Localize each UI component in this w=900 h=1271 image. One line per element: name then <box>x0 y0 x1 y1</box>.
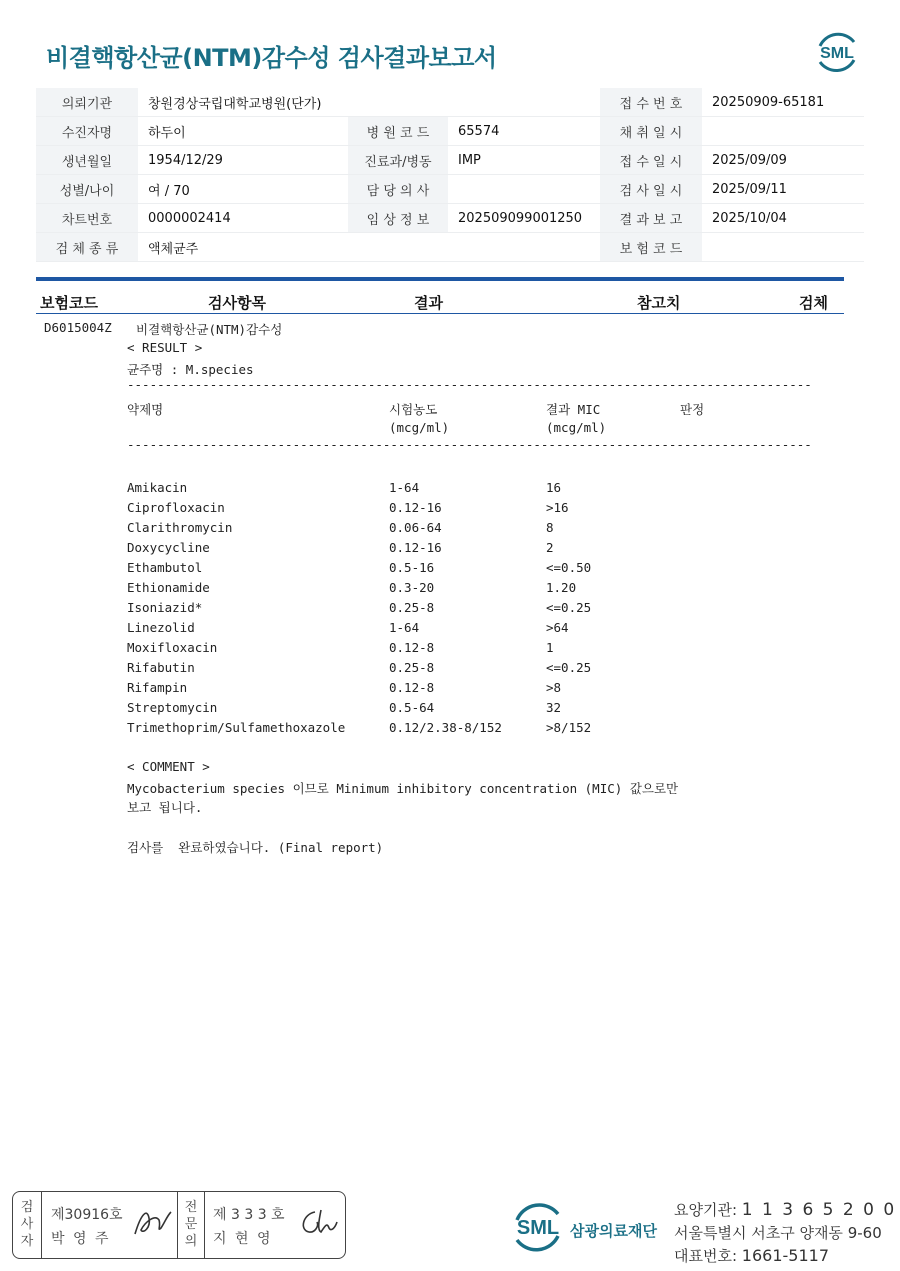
drug-name: Rifabutin <box>127 660 195 675</box>
label-collect-date: 채 취 일 시 <box>600 117 702 146</box>
sml-logo-icon <box>812 28 862 76</box>
divider-line: ------------------------------------------------------------------------------------------- <box>127 437 812 452</box>
signer2-label-char: 문 <box>184 1217 198 1232</box>
drug-name: Moxifloxacin <box>127 640 218 655</box>
drug-conc: 1-64 <box>389 620 420 635</box>
header-specimen: 검체 <box>799 294 828 312</box>
signature-box <box>12 1191 346 1259</box>
drug-mic: >8 <box>546 680 562 695</box>
signature2-icon <box>295 1204 339 1240</box>
divider-line: ------------------------------------------------------------------------------------------- <box>127 377 812 392</box>
signer2-label-cell <box>177 1192 205 1258</box>
value-test-date: 2025/09/11 <box>702 175 864 204</box>
drug-row <box>127 480 727 500</box>
signer1-name: 박 영 주 <box>51 1231 111 1247</box>
drug-row <box>127 700 727 720</box>
test-name: 비결핵항산균(NTM)감수성 <box>136 322 283 337</box>
drug-conc: 0.25-8 <box>389 660 435 675</box>
drug-conc: 0.12-8 <box>389 680 435 695</box>
drug-conc: 0.12/2.38-8/152 <box>389 720 502 735</box>
col-mic: 결과 MIC <box>546 402 601 417</box>
footer-phone-line <box>674 1245 829 1266</box>
drug-row <box>127 620 727 640</box>
label-hospital: 의뢰기관 <box>36 88 138 117</box>
drug-name: Amikacin <box>127 480 188 495</box>
col-judge: 판정 <box>680 402 705 417</box>
patient-info-table <box>36 88 864 262</box>
footer-org: 삼광의료재단 <box>570 1222 657 1240</box>
drug-conc: 0.25-8 <box>389 600 435 615</box>
label-test-date: 검 사 일 시 <box>600 175 702 204</box>
drug-mic: <=0.50 <box>546 560 592 575</box>
drug-row <box>127 600 727 620</box>
label-specimen: 검 체 종 류 <box>36 233 138 262</box>
test-code: D6015004Z <box>44 320 112 335</box>
drug-mic: 16 <box>546 480 562 495</box>
footer-address: 서울특별시 서초구 양재동 9-60 <box>674 1224 882 1242</box>
col-drug: 약제명 <box>127 402 164 417</box>
drug-row <box>127 640 727 660</box>
label-sex-age: 성별/나이 <box>36 175 138 204</box>
footer-code-line <box>674 1199 896 1220</box>
drug-name: Streptomycin <box>127 700 218 715</box>
drug-row <box>127 580 727 600</box>
value-report-date: 2025/10/04 <box>702 204 864 233</box>
organism: 균주명 : M.species <box>127 362 254 377</box>
comment-tag: < COMMENT > <box>127 759 210 774</box>
drug-row <box>127 520 727 540</box>
value-chart: 0000002414 <box>138 204 348 233</box>
drug-row <box>127 560 727 580</box>
drug-mic: 32 <box>546 700 562 715</box>
signer2-label-char: 전 <box>184 1200 198 1215</box>
value-dept: IMP <box>448 146 600 175</box>
signer1-label-cell <box>13 1192 42 1258</box>
drug-row <box>127 680 727 700</box>
drug-name: Isoniazid* <box>127 600 203 615</box>
footer-phone: 1661-5117 <box>741 1246 830 1265</box>
drug-row <box>127 660 727 680</box>
drug-name: Rifampin <box>127 680 188 695</box>
value-hospital: 창원경상국립대학교병원(단가) <box>138 88 600 117</box>
drug-row <box>127 500 727 520</box>
value-receipt-no: 20250909-65181 <box>702 88 864 117</box>
drug-row <box>127 720 727 740</box>
drug-mic: >16 <box>546 500 569 515</box>
label-ward-code: 병 원 코 드 <box>348 117 448 146</box>
drug-name: Trimethoprim/Sulfamethoxazole <box>127 720 346 735</box>
col-conc: 시험농도 <box>389 402 438 417</box>
report-title: 비결핵항산균(NTM)감수성 검사결과보고서 <box>46 44 497 72</box>
label-doctor: 담 당 의 사 <box>348 175 448 204</box>
footer-phone-label: 대표번호: <box>674 1247 738 1265</box>
value-specimen: 액체균주 <box>138 233 600 262</box>
drug-row <box>127 540 727 560</box>
drug-mic: 1.20 <box>546 580 577 595</box>
label-chart: 차트번호 <box>36 204 138 233</box>
label-dept: 진료과/병동 <box>348 146 448 175</box>
value-insurance <box>702 233 864 262</box>
drug-conc: 0.06-64 <box>389 520 442 535</box>
logo-text: SML <box>820 45 854 62</box>
header-rule <box>36 277 844 281</box>
header-code: 보험코드 <box>40 294 98 312</box>
signer1-label-char: 검 <box>20 1200 34 1215</box>
drug-mic: 1 <box>546 640 554 655</box>
drug-mic: 2 <box>546 540 554 555</box>
footer-code-label: 요양기관: <box>674 1201 738 1219</box>
drug-mic: <=0.25 <box>546 600 592 615</box>
value-birth: 1954/12/29 <box>138 146 348 175</box>
drug-conc: 0.5-16 <box>389 560 435 575</box>
signer2-label-char: 의 <box>184 1234 198 1249</box>
value-clinical: 202509099001250 <box>448 204 600 233</box>
drug-name: Ethambutol <box>127 560 203 575</box>
drug-name: Ciprofloxacin <box>127 500 225 515</box>
value-doctor <box>448 175 600 204</box>
drug-name: Clarithromycin <box>127 520 233 535</box>
value-patient: 하두이 <box>138 117 348 146</box>
drug-mic: >64 <box>546 620 569 635</box>
comment-line: 보고 됩니다. <box>127 800 203 815</box>
signer1-label-char: 자 <box>20 1234 34 1249</box>
label-report-date: 결 과 보 고 <box>600 204 702 233</box>
sml-footer-logo-icon <box>508 1198 568 1256</box>
footer-code: 1 1 3 6 5 2 0 0 <box>741 1200 897 1220</box>
drug-name: Doxycycline <box>127 540 210 555</box>
drug-mic: <=0.25 <box>546 660 592 675</box>
label-patient: 수진자명 <box>36 117 138 146</box>
drug-name: Ethionamide <box>127 580 210 595</box>
signer2-license-no: 제 3 3 3 호 <box>213 1207 285 1223</box>
value-sex-age: 여 / 70 <box>138 175 348 204</box>
drug-conc: 0.3-20 <box>389 580 435 595</box>
header-ref: 참고치 <box>637 294 681 312</box>
col-mic-unit: (mcg/ml) <box>546 420 607 435</box>
signer1-label-char: 사 <box>20 1217 34 1232</box>
drug-conc: 0.5-64 <box>389 700 435 715</box>
header-underline <box>36 313 844 314</box>
label-receipt-date: 접 수 일 시 <box>600 146 702 175</box>
signer2-name: 지 현 영 <box>213 1231 273 1247</box>
drug-conc: 1-64 <box>389 480 420 495</box>
signer1-license-no: 제30916호 <box>51 1207 123 1223</box>
result-tag: < RESULT > <box>127 340 203 355</box>
value-receipt-date: 2025/09/09 <box>702 146 864 175</box>
col-conc-unit: (mcg/ml) <box>389 420 450 435</box>
header-result: 결과 <box>414 294 443 312</box>
drug-conc: 0.12-16 <box>389 540 442 555</box>
value-collect-date <box>702 117 864 146</box>
header-item: 검사항목 <box>208 294 266 312</box>
value-ward-code: 65574 <box>448 117 600 146</box>
comment-line: Mycobacterium species 이므로 Minimum inhibitory concentration (MIC) 값으로만 <box>127 781 679 796</box>
label-receipt-no: 접 수 번 호 <box>600 88 702 117</box>
drug-mic: >8/152 <box>546 720 592 735</box>
footer-logo-text: SML <box>516 1217 560 1239</box>
drug-conc: 0.12-8 <box>389 640 435 655</box>
label-birth: 생년월일 <box>36 146 138 175</box>
label-clinical: 임 상 정 보 <box>348 204 448 233</box>
signature1-icon <box>131 1204 175 1240</box>
drug-mic: 8 <box>546 520 554 535</box>
final-report-note: 검사를 완료하였습니다. (Final report) <box>127 840 384 855</box>
label-insurance: 보 험 코 드 <box>600 233 702 262</box>
drug-name: Linezolid <box>127 620 195 635</box>
drug-conc: 0.12-16 <box>389 500 442 515</box>
